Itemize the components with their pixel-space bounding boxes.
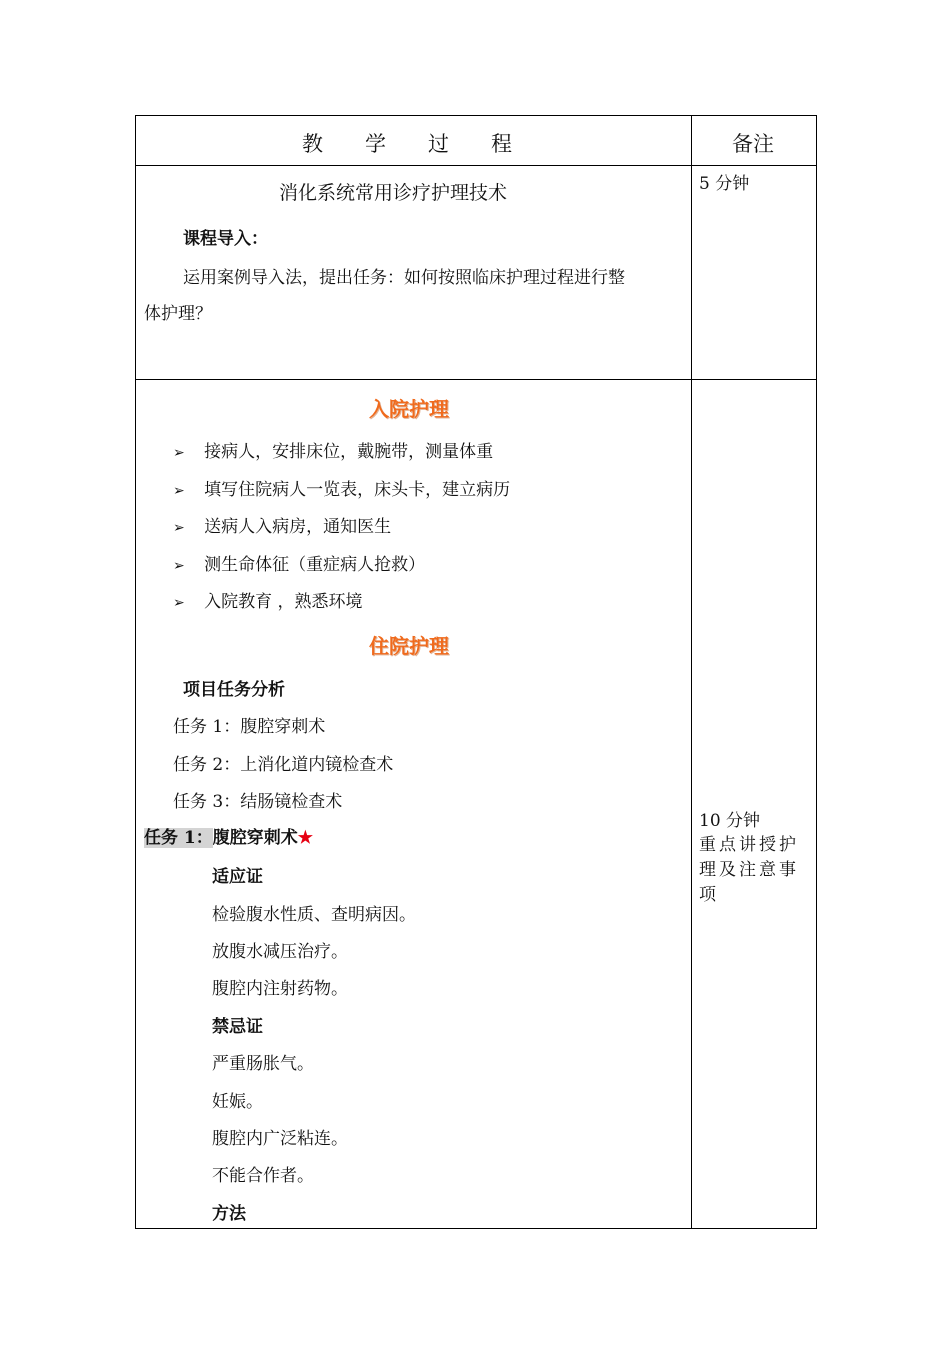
admission-list-item: ➢ 入院教育 ，熟悉环境 xyxy=(173,592,363,612)
admission-list-item: ➢ 送病人入病房，通知医生 xyxy=(173,517,392,537)
admission-list-item: ➢ 接病人，安排床位，戴腕带，测量体重 xyxy=(173,442,494,462)
remark-note-line: 理及注意事 xyxy=(699,860,799,880)
task-list-item: 任务 2：上消化道内镜检查术 xyxy=(173,755,394,775)
course-title: 消化系统常用诊疗护理技术 xyxy=(279,182,508,204)
contraindications-label: 禁忌证 xyxy=(212,1017,263,1037)
indication-item: 腹腔内注射药物。 xyxy=(212,979,348,999)
task1-prefix: 任务 1： xyxy=(144,828,213,848)
star-icon: ★ xyxy=(297,828,313,848)
contraindication-item: 严重肠胀气。 xyxy=(212,1054,314,1074)
lesson-plan-table xyxy=(135,115,817,1229)
indication-item: 检验腹水性质、查明病因。 xyxy=(212,905,416,925)
course-intro-text-line2: 体护理？ xyxy=(144,304,212,324)
arrow-bullet-icon: ➢ xyxy=(173,558,185,574)
remark-note-line: 项 xyxy=(699,885,716,905)
indications-label: 适应证 xyxy=(212,867,263,887)
remark-duration: 10 分钟 xyxy=(699,811,761,831)
hospitalization-nursing-title: 住院护理 xyxy=(369,634,449,658)
process-column-header: 教 学 过 程 xyxy=(302,132,512,156)
header-row-divider xyxy=(136,165,816,166)
contraindication-item: 不能合作者。 xyxy=(212,1166,314,1186)
column-divider xyxy=(691,116,692,1228)
admission-nursing-title: 入院护理 xyxy=(369,397,449,421)
course-intro-text-line1: 运用案例导入法，提出任务：如何按照临床护理过程进行整 xyxy=(183,268,625,288)
task1-heading xyxy=(144,823,313,848)
admission-list-item: ➢ 填写住院病人一览表，床头卡，建立病历 xyxy=(173,480,511,500)
task-list-item: 任务 1：腹腔穿刺术 xyxy=(173,717,326,737)
contraindication-item: 腹腔内广泛粘连。 xyxy=(212,1129,348,1149)
arrow-bullet-icon: ➢ xyxy=(173,483,185,499)
contraindication-item: 妊娠。 xyxy=(212,1092,263,1112)
arrow-bullet-icon: ➢ xyxy=(173,445,185,461)
admission-list-item: ➢ 测生命体征（重症病人抢救） xyxy=(173,555,426,575)
intro-remark-duration: 5 分钟 xyxy=(699,174,750,194)
remarks-column-header: 备注 xyxy=(732,132,774,156)
task1-title: 腹腔穿刺术 xyxy=(212,828,298,848)
task-list-item: 任务 3：结肠镜检查术 xyxy=(173,792,343,812)
course-intro-label: 课程导入： xyxy=(183,229,268,249)
arrow-bullet-icon: ➢ xyxy=(173,595,185,611)
task-analysis-label: 项目任务分析 xyxy=(183,680,285,700)
method-label: 方法 xyxy=(212,1204,246,1224)
remark-note-line: 重点讲授护 xyxy=(699,835,799,855)
intro-row-divider xyxy=(136,379,816,380)
arrow-bullet-icon: ➢ xyxy=(173,520,185,536)
indication-item: 放腹水减压治疗。 xyxy=(212,942,348,962)
